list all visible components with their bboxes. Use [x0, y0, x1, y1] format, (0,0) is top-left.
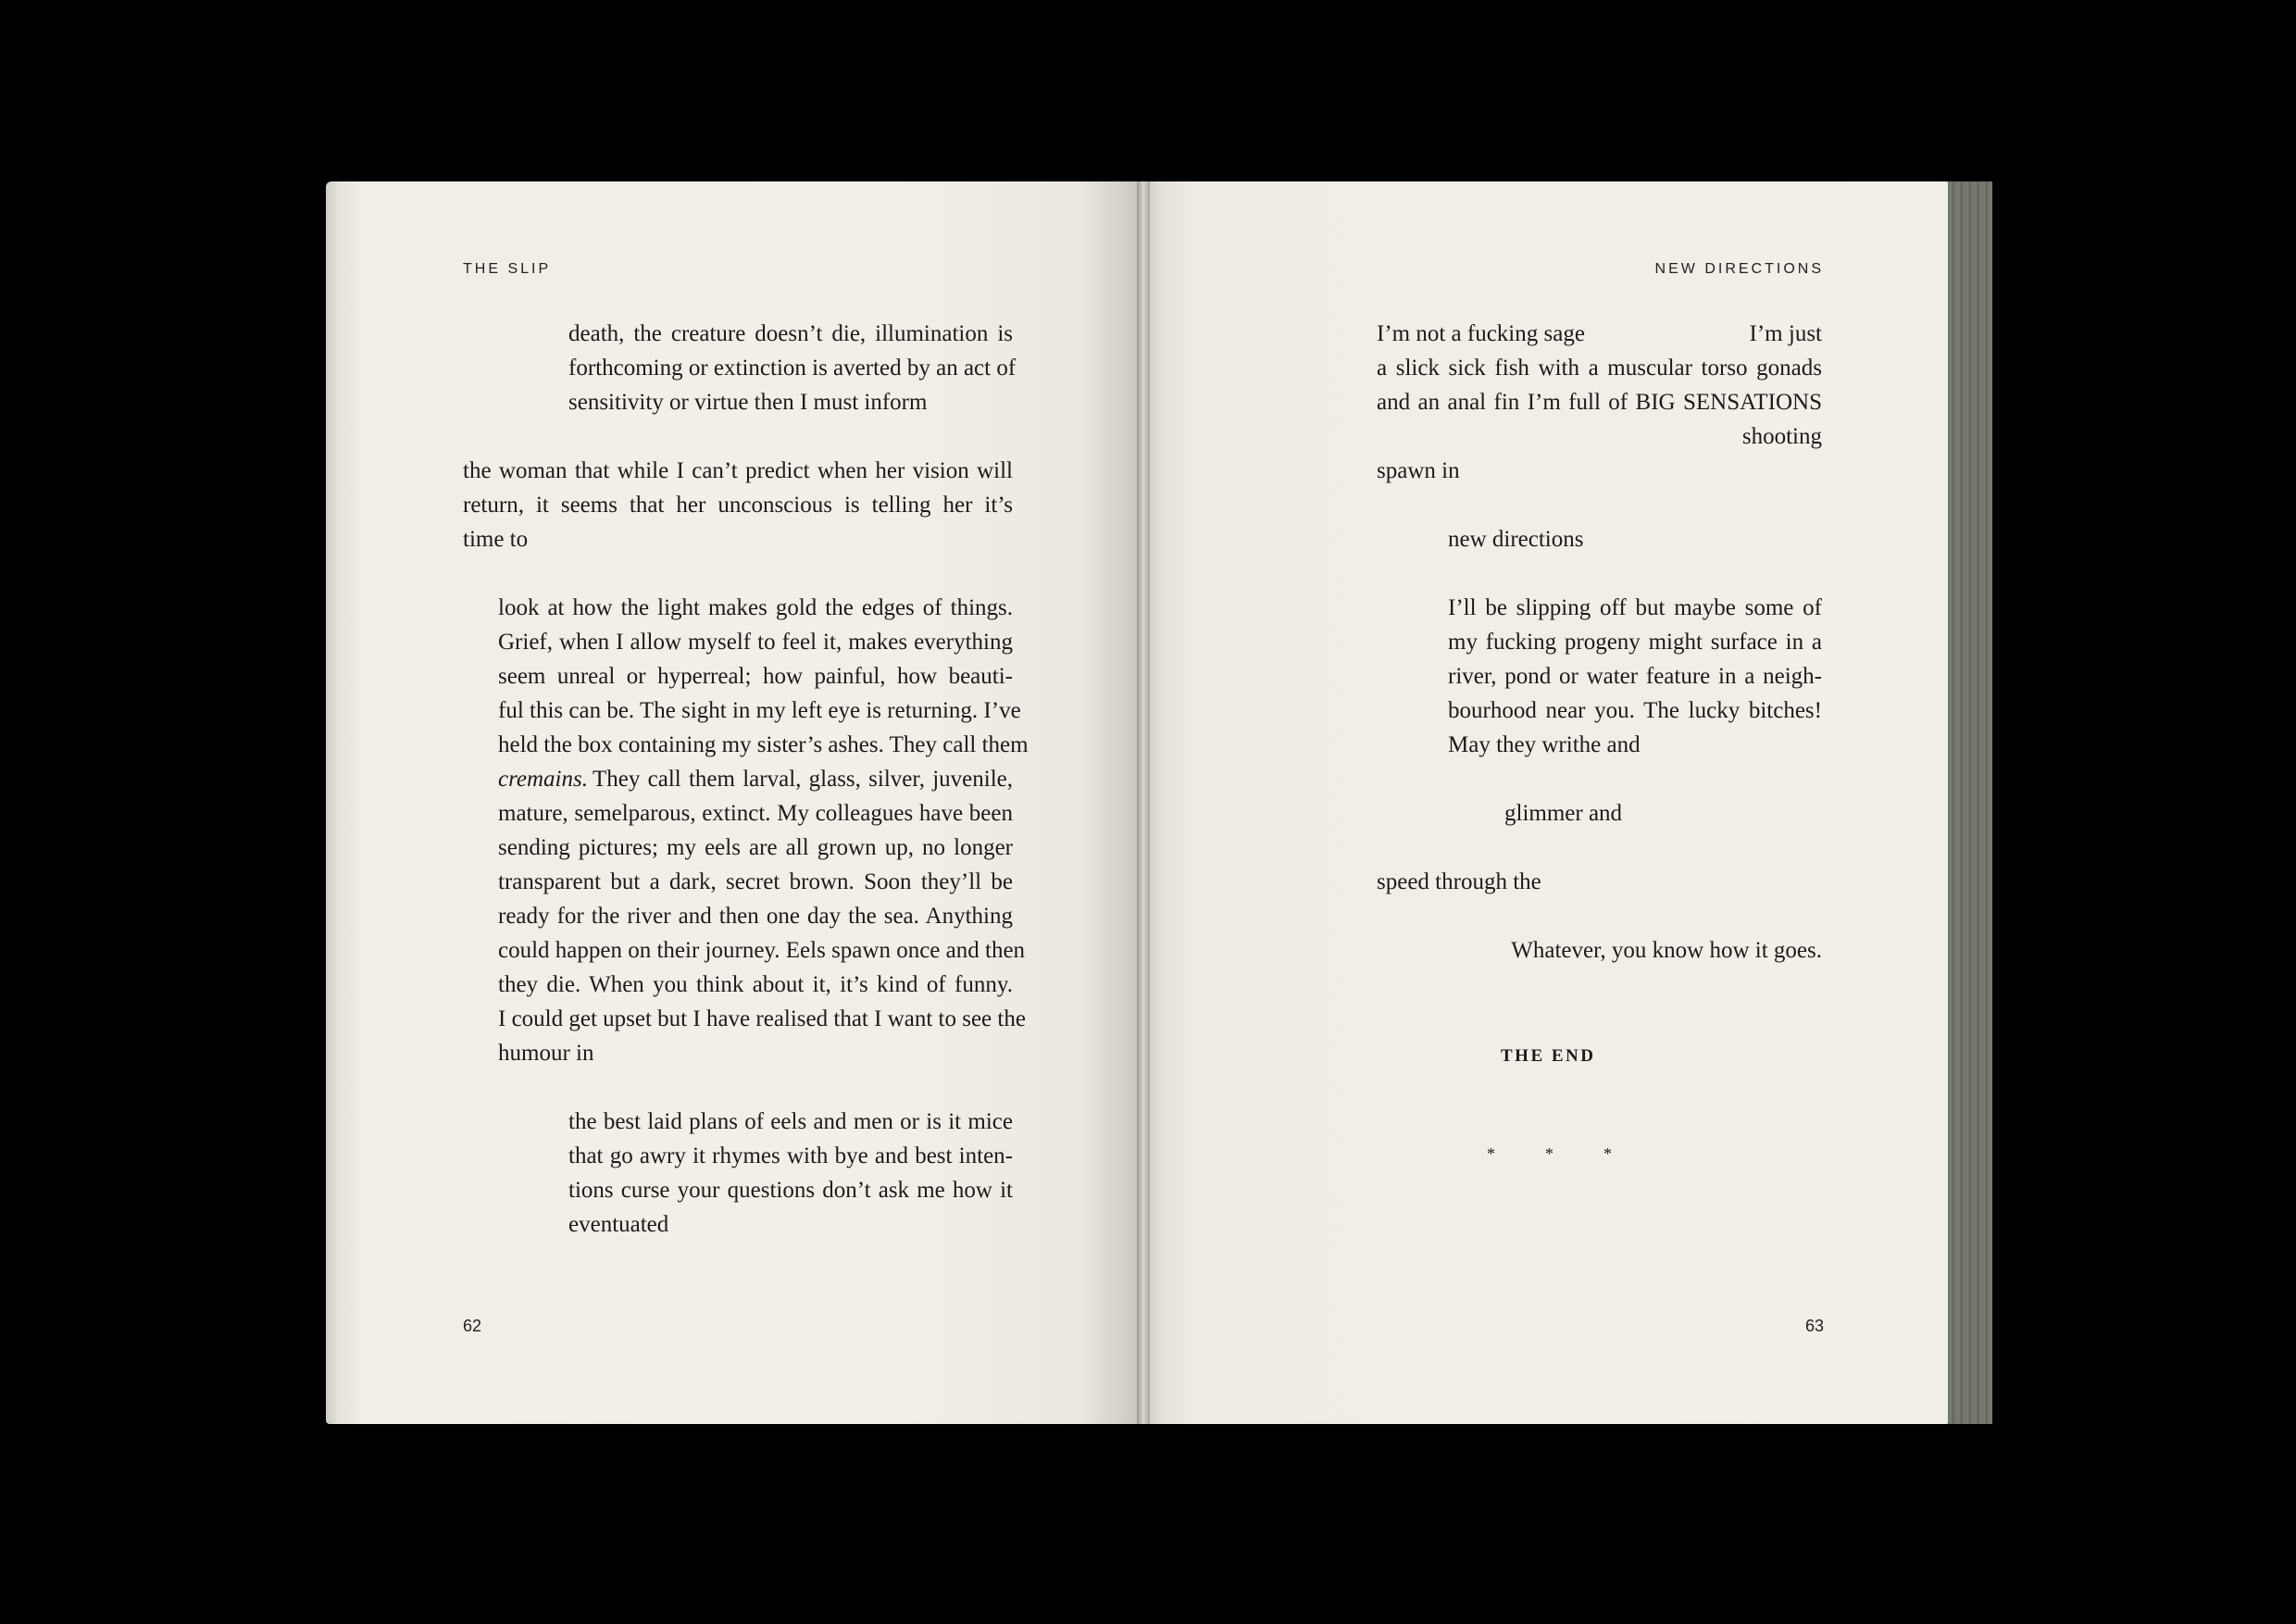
ornament-star: * — [1545, 1144, 1554, 1163]
text-line: a slick sick fish with a muscular torso gonads — [1377, 356, 1822, 381]
italic-word: cremains. — [498, 767, 588, 792]
text-line: glimmer and — [1504, 801, 1623, 826]
text-line: humour in — [498, 1041, 594, 1066]
text-line: sensitivity or virtue then I must inform — [568, 390, 928, 415]
text-line: tions curse your questions don’t ask me how it — [568, 1178, 1013, 1203]
running-head-left: THE SLIP — [463, 261, 552, 277]
text-line: I’m just — [1749, 321, 1822, 346]
text-line: held the box containing my sister’s ashes. They call them — [498, 732, 1029, 757]
text-line: new directions — [1448, 527, 1584, 552]
text-line: death, the creature doesn’t die, illumination is — [568, 321, 1013, 346]
text-line: I’m not a fucking sage — [1377, 321, 1585, 346]
text-line: sending pictures; my eels are all grown up, no longer — [498, 835, 1013, 860]
text-line: I could get upset but I have realised that I want to see the — [498, 1006, 1026, 1031]
text-line: shooting — [1741, 424, 1822, 449]
text-line: time to — [463, 527, 529, 552]
page-number-right: 63 — [1804, 1317, 1824, 1335]
running-head-right: NEW DIRECTIONS — [1654, 261, 1824, 277]
text-line: bourhood near you. The lucky bitches! — [1448, 698, 1822, 723]
text-line: and an anal fin I’m full of BIG SENSATIONS — [1377, 390, 1822, 415]
text-line: Grief, when I allow myself to feel it, makes everything — [498, 630, 1013, 655]
book-spine — [1137, 181, 1150, 1424]
text-line: could happen on their journey. Eels spawn once and then — [498, 938, 1026, 963]
text-line: forthcoming or extinction is averted by an act of — [568, 356, 1017, 381]
page-number-left: 62 — [463, 1317, 482, 1335]
text-line: they die. When you think about it, it’s kind of funny. — [498, 972, 1013, 997]
text-line: spawn in — [1377, 458, 1460, 483]
ornament-star: * — [1487, 1144, 1495, 1163]
text-line: May they writhe and — [1448, 732, 1641, 757]
the-end-heading: THE END — [1501, 1046, 1596, 1066]
text-line: They call them larval, glass, silver, juvenile, — [593, 767, 1013, 792]
text-line: that go awry it rhymes with bye and best inten- — [568, 1143, 1013, 1168]
ornament-star: * — [1603, 1144, 1612, 1163]
text-line: Whatever, you know how it goes. — [1511, 938, 1822, 963]
text-line: return, it seems that her unconscious is telling her it’s — [463, 493, 1013, 518]
text-line: ful this can be. The sight in my left eye is returning. I’ve — [498, 698, 1021, 723]
text-line: transparent but a dark, secret brown. Soon they’ll be — [498, 869, 1013, 894]
text-line: the woman that while I can’t predict when her vision will — [463, 458, 1013, 483]
text-line: ready for the river and then one day the sea. Anything — [498, 904, 1013, 929]
text-line: seem unreal or hyperreal; how painful, how beauti- — [498, 664, 1013, 689]
text-line: speed through the — [1377, 869, 1541, 894]
text-line: the best laid plans of eels and men or is it mice — [568, 1109, 1013, 1134]
text-line: eventuated — [568, 1212, 669, 1237]
text-line: my fucking progeny might surface in a — [1448, 630, 1822, 655]
page-edges — [1948, 181, 1992, 1424]
text-line: river, pond or water feature in a neigh- — [1448, 664, 1822, 689]
text-line: I’ll be slipping off but maybe some of — [1448, 595, 1822, 620]
text-line: look at how the light makes gold the edges of things. — [498, 595, 1013, 620]
text-line: mature, semelparous, extinct. My colleagues have been — [498, 801, 1013, 826]
